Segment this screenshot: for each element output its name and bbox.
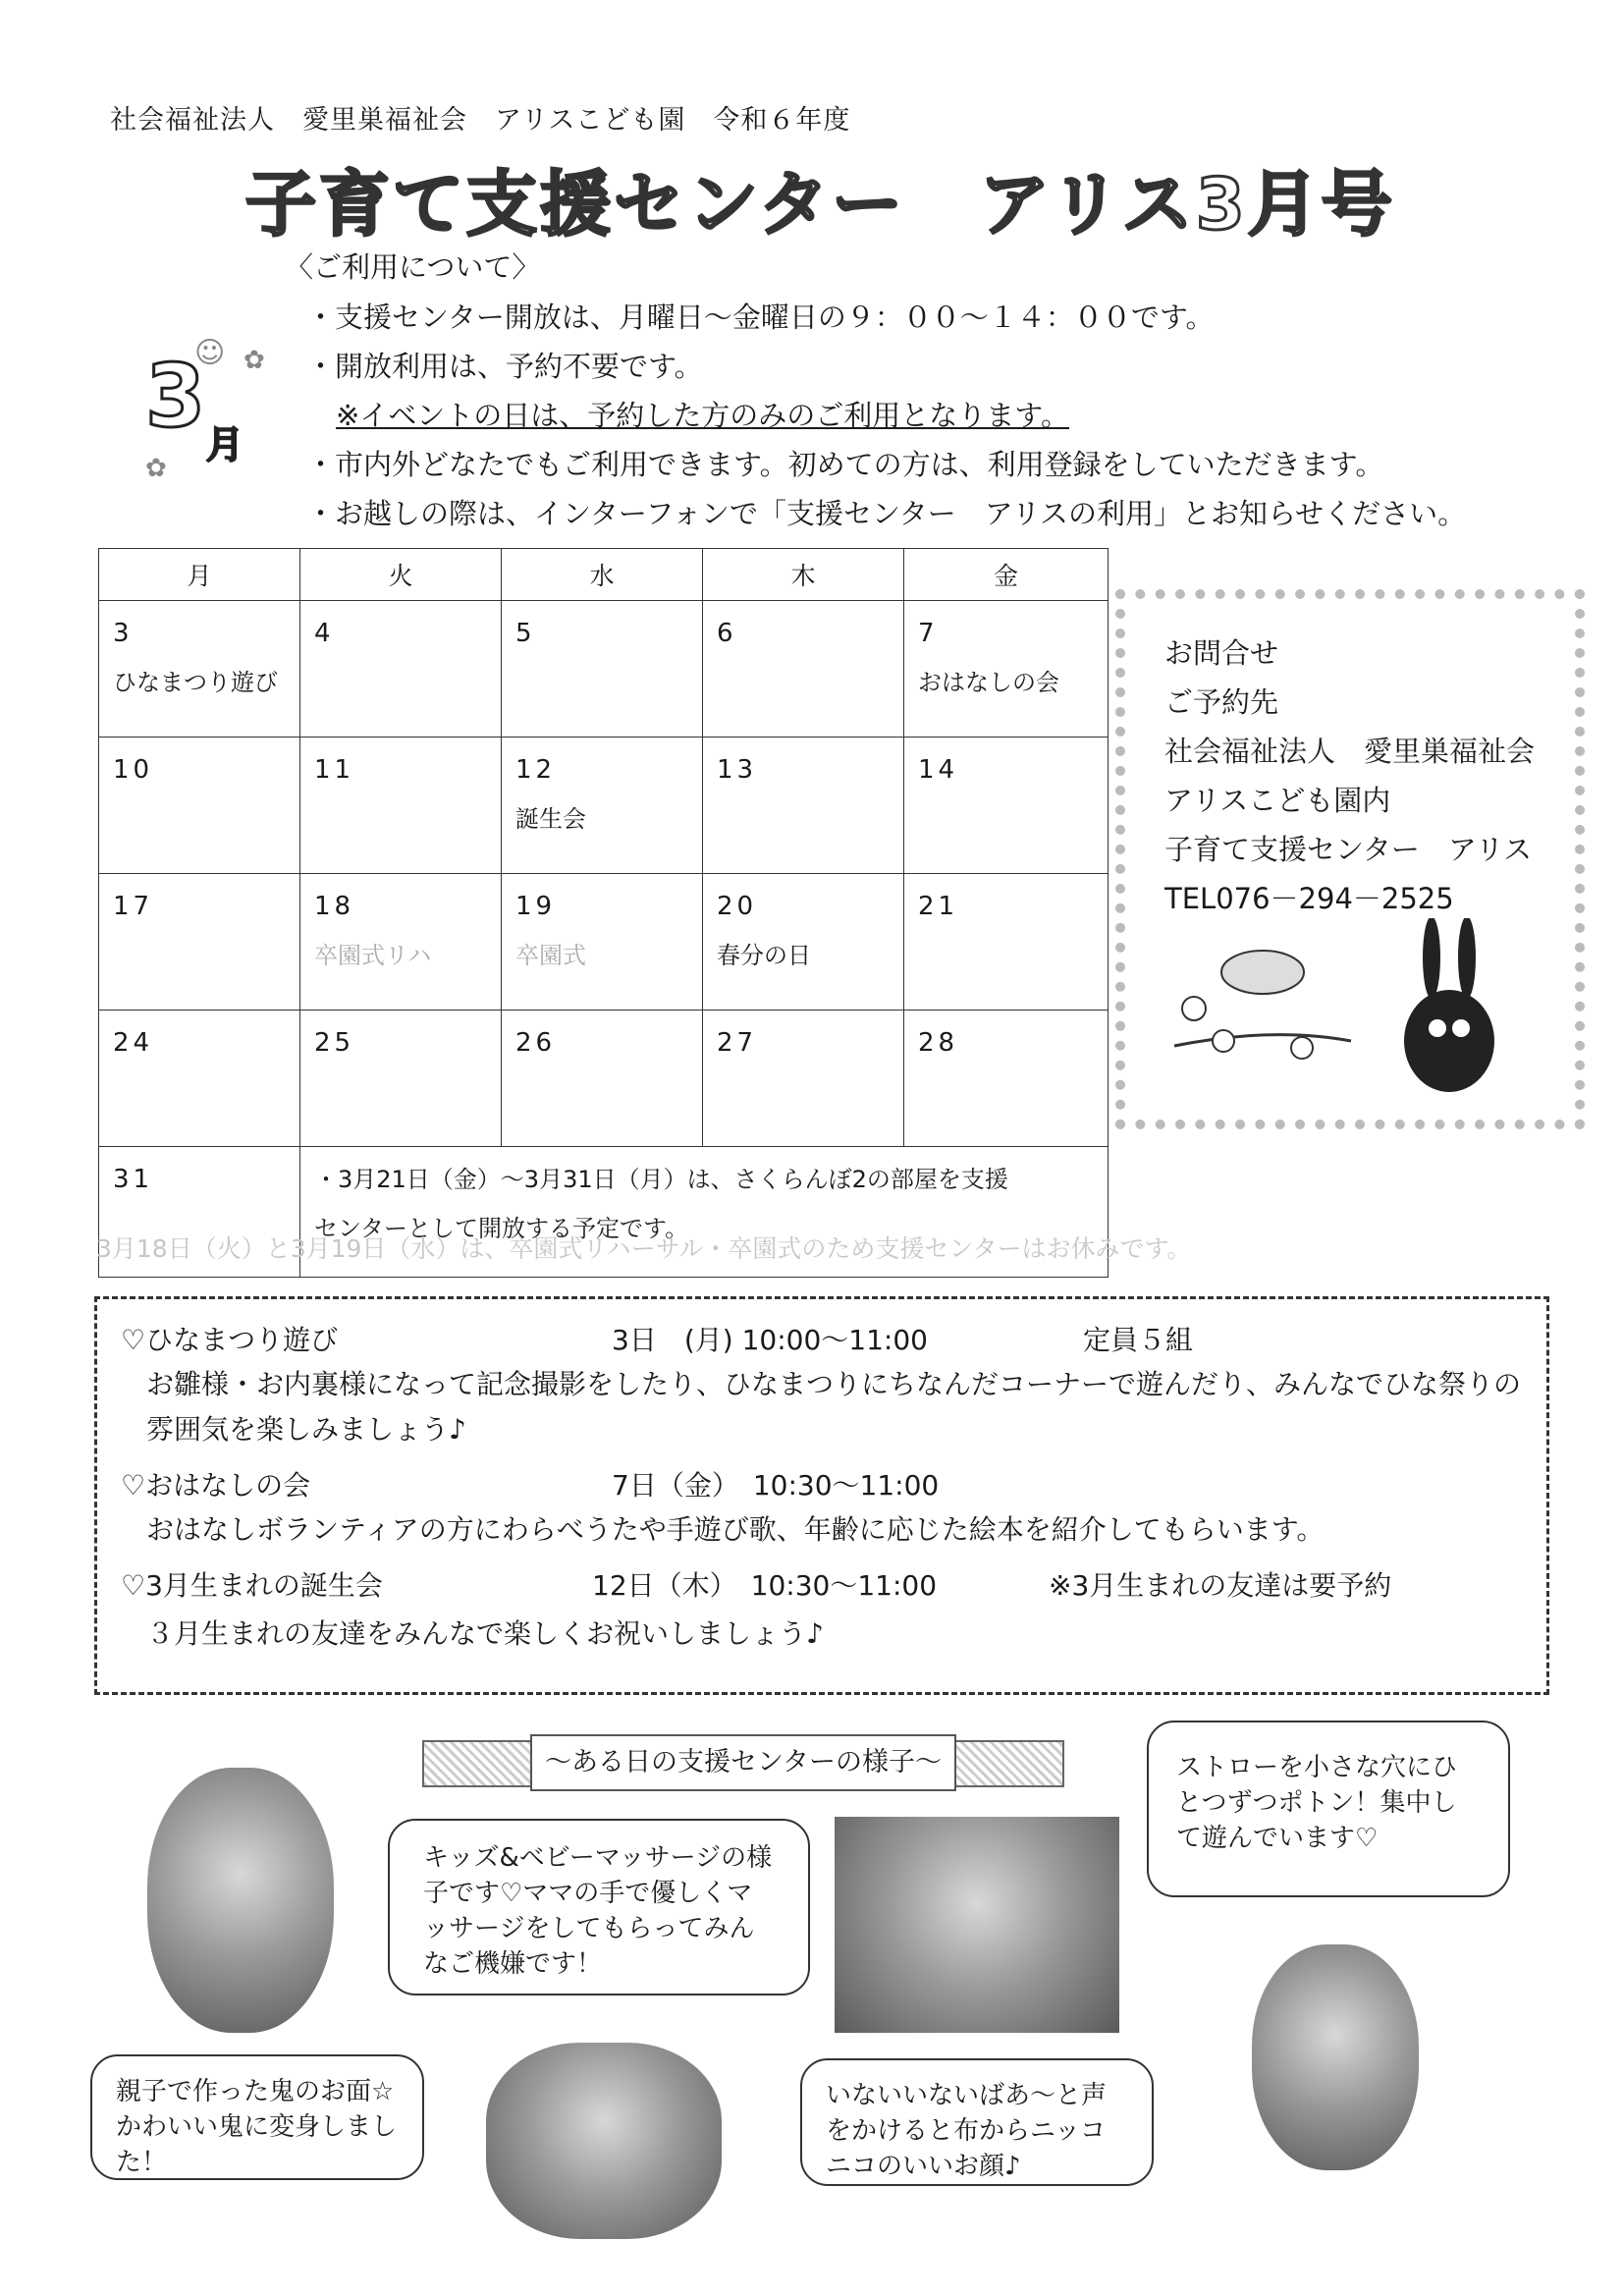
contact-text (1164, 629, 1535, 923)
events-box (94, 1296, 1549, 1695)
event-description: おはなしボランティアの方にわらべうたや手遊び歌、年齢に応じた絵本を紹介してもらいます。 (146, 1513, 1325, 1546)
calendar-header-row (99, 549, 1109, 601)
event-name: ♡おはなしの会 (121, 1469, 311, 1502)
contact-line: 社会福祉法人 愛里巣福祉会 (1164, 735, 1536, 768)
calendar-day (99, 1011, 300, 1147)
day-number: 10 (113, 755, 154, 785)
day-number: 25 (314, 1028, 355, 1058)
event-name: ♡3月生まれの誕生会 (121, 1569, 383, 1602)
bubble-oni-mask: 親子で作った鬼のお面☆かわいい鬼に変身しました！ (90, 2054, 424, 2180)
photo-straw (1252, 1944, 1419, 2170)
calendar-day (99, 738, 300, 874)
usage-item: ・市内外どなたでもご利用できます。初めての方は、利用登録をしていただきます。 (306, 448, 1384, 481)
calendar-day (502, 601, 703, 738)
calendar-day (300, 874, 502, 1011)
calendar-day (904, 874, 1109, 1011)
header-org-line: 社会福祉法人 愛里巣福祉会 アリスこども園 令和６年度 (110, 105, 851, 136)
event-time: 7日（金） 10:30～11:00 (612, 1469, 940, 1502)
gallery-banner (422, 1726, 1060, 1797)
bubble-peekaboo: いないいないばあ～と声をかけると布からニッコニコのいいお顔♪ (800, 2058, 1154, 2186)
contact-box (1115, 589, 1585, 1129)
badge-unit: 月 (206, 423, 244, 466)
calendar-week (99, 738, 1109, 874)
calendar-day (502, 738, 703, 874)
plum-blossom-icon (1291, 1037, 1313, 1059)
calendar-day (904, 601, 1109, 738)
day-event: 春分の日 (717, 942, 811, 969)
day-number: 7 (918, 619, 939, 648)
day-event: 誕生会 (515, 805, 586, 833)
day-number: 31 (113, 1165, 154, 1194)
calendar-day (703, 874, 904, 1011)
flower-icon: ✿ (243, 346, 265, 375)
day-number: 14 (918, 755, 959, 785)
weekday-header: 木 (703, 549, 904, 601)
calendar-week (99, 874, 1109, 1011)
calendar-day (300, 738, 502, 874)
badge-number: 3 (145, 346, 206, 447)
closure-note: 3月18日（火）と3月19日（水）は、卒園式リハーサル・卒園式のため支援センターはお休みです。 (96, 1234, 1192, 1263)
calendar-day (904, 738, 1109, 874)
usage-note: ※イベントの日は、予約した方のみのご利用となります。 (336, 399, 1069, 432)
usage-item: ・支援センター開放は、月曜日～金曜日の９：００～１４：００です。 (306, 301, 1215, 334)
usage-heading: 〈ご利用について〉 (285, 250, 541, 284)
event-description: ３月生まれの友達をみんなで楽しくお祝いしましょう♪ (146, 1617, 824, 1650)
event-extra: 定員５組 (1083, 1324, 1194, 1356)
day-number: 27 (717, 1028, 758, 1058)
day-number: 28 (918, 1028, 959, 1058)
day-number: 5 (515, 619, 536, 648)
bubble-massage: キッズ&ベビーマッサージの様子です♡ママの手で優しくマッサージをしてもらってみんなご機嫌です！ (388, 1819, 810, 1995)
calendar-day (300, 601, 502, 738)
photo-oni-mask (147, 1768, 334, 2033)
weekday-header: 水 (502, 549, 703, 601)
day-number: 24 (113, 1028, 154, 1058)
day-event: おはなしの会 (918, 669, 1059, 696)
day-number: 13 (717, 755, 758, 785)
calendar-week (99, 601, 1109, 738)
calendar-day (502, 1011, 703, 1147)
event-time: 12日（木） 10:30～11:00 (592, 1569, 938, 1602)
plum-blossom-icon (1213, 1030, 1234, 1052)
rabbit-icon (1404, 990, 1494, 1092)
photo-massage (835, 1817, 1119, 2033)
day-number: 21 (918, 892, 959, 921)
bird-rabbit-illustration (1155, 918, 1557, 1105)
day-number: 17 (113, 892, 154, 921)
march-calendar (98, 548, 1109, 1278)
calendar-day (502, 874, 703, 1011)
calendar-day (904, 1011, 1109, 1147)
day-number: 26 (515, 1028, 557, 1058)
calendar-day (703, 1011, 904, 1147)
contact-line: お問合せ (1164, 636, 1279, 670)
event-time: 3日 (月) 10:00～11:00 (612, 1324, 928, 1356)
photo-peekaboo (486, 2043, 722, 2239)
day-number: 20 (717, 892, 758, 921)
hina-doll-icon: ☺ (194, 336, 226, 370)
day-number: 19 (515, 892, 557, 921)
branch-icon (1174, 1035, 1351, 1046)
event-extra: ※3月生まれの友達は要予約 (1049, 1569, 1392, 1602)
day-number: 3 (113, 619, 134, 648)
plum-blossom-icon (1182, 997, 1206, 1020)
calendar-day (99, 874, 300, 1011)
calendar-note-line: ・3月21日（金）～3月31日（月）は、さくらんぼ2の部屋を支援 (314, 1166, 1008, 1193)
event-row (121, 1564, 1392, 1604)
weekday-header: 月 (99, 549, 300, 601)
usage-list (306, 293, 1466, 538)
event-name: ♡ひなまつり遊び (121, 1324, 339, 1356)
contact-phone: TEL076－294－2525 (1164, 882, 1454, 915)
usage-item: ・開放利用は、予約不要です。 (306, 350, 703, 383)
flower-icon: ✿ (145, 454, 167, 483)
newsletter-title: 子育て支援センター アリス3月号 (245, 163, 1395, 246)
day-event: 卒園式 (515, 942, 586, 969)
day-event: ひなまつり遊び (113, 669, 278, 696)
bubble-straw: ストローを小さな穴にひとつずつポトン！集中して遊んでいます♡ (1147, 1721, 1510, 1897)
calendar-week (99, 1011, 1109, 1147)
calendar-day (703, 738, 904, 874)
calendar-day (300, 1011, 502, 1147)
calendar-day (99, 601, 300, 738)
march-badge (145, 336, 265, 483)
event-row (121, 1319, 1194, 1358)
contact-line: ご予約先 (1164, 685, 1279, 719)
day-number: 11 (314, 755, 355, 785)
event-description: お雛様・お内裏様になって記念撮影をしたり、ひなまつりにちなんだコーナーで遊んだり、みんなでひな祭りの雰囲気を楽しみましょう♪ (146, 1368, 1522, 1446)
bird-icon (1221, 951, 1304, 994)
day-event: 卒園式リハ (314, 942, 432, 969)
contact-line: 子育て支援センター アリス (1164, 833, 1533, 866)
weekday-header: 火 (300, 549, 502, 601)
calendar-note-line: センターとして開放する予定です。 (314, 1215, 689, 1242)
event-row (121, 1464, 940, 1503)
calendar-day (703, 601, 904, 738)
day-number: 4 (314, 619, 335, 648)
day-number: 6 (717, 619, 737, 648)
day-number: 12 (515, 755, 557, 785)
weekday-header: 金 (904, 549, 1109, 601)
contact-line: アリスこども園内 (1164, 784, 1391, 817)
day-number: 18 (314, 892, 355, 921)
gallery-banner-text: ～ある日の支援センターの様子～ (530, 1734, 956, 1791)
usage-item: ・お越しの際は、インターフォンで「支援センター アリスの利用」とお知らせください。 (306, 497, 1467, 530)
